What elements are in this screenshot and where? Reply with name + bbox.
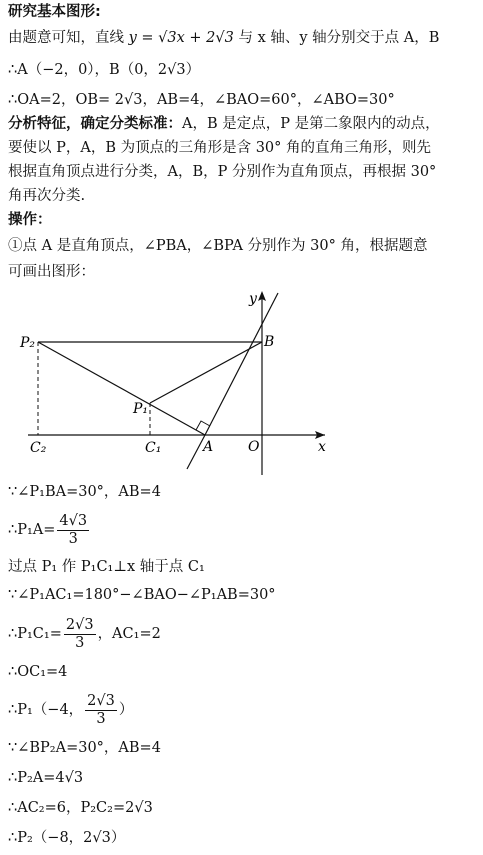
text-line-2: ∴A（−2，0），B（0，2√3） bbox=[8, 62, 201, 78]
step-7-tail: ） bbox=[118, 702, 134, 718]
step-7-text: ∴P₁（−4， bbox=[8, 702, 84, 718]
step-5-tail: ，AC₁=2 bbox=[97, 626, 161, 642]
step-5-den: 3 bbox=[75, 634, 85, 651]
line1-equation: y = √3x + 2√3 bbox=[128, 30, 234, 46]
label-p2: P₂ bbox=[20, 335, 36, 351]
line-p1-b bbox=[150, 342, 262, 403]
step-5 bbox=[8, 616, 161, 652]
step-10: ∴AC₂=6，P₂C₂=2√3 bbox=[8, 800, 153, 816]
analysis-label: 分析特征，确定分类标准： bbox=[8, 116, 182, 132]
label-y: y bbox=[249, 291, 257, 307]
step-7-num: 2√3 bbox=[87, 692, 115, 709]
step-8: ∵∠BP₂A=30°，AB=4 bbox=[8, 740, 161, 756]
analysis-text-1: A，B 是定点，P 是第二象限内的动点， bbox=[182, 116, 440, 132]
geometry-figure bbox=[0, 285, 483, 475]
label-x: x bbox=[318, 439, 326, 455]
step-2-fraction bbox=[57, 513, 89, 548]
step-5-text: ∴P₁C₁= bbox=[8, 626, 62, 642]
label-b: B bbox=[264, 334, 275, 350]
step-9: ∴P₂A=4√3 bbox=[8, 770, 84, 786]
step-6: ∴OC₁=4 bbox=[8, 664, 68, 680]
line1-text: 由题意可知，直线 bbox=[8, 30, 124, 46]
step-3: 过点 P₁ 作 P₁C₁⊥x 轴于点 C₁ bbox=[8, 559, 205, 575]
step-1: ∵∠P₁BA=30°，AB=4 bbox=[8, 484, 161, 500]
step-11: ∴P₂（−8，2√3） bbox=[8, 830, 126, 846]
step-5-fraction bbox=[64, 617, 96, 652]
label-c2: C₂ bbox=[30, 440, 47, 456]
step-7-fraction bbox=[85, 693, 117, 728]
step-5-num: 2√3 bbox=[65, 616, 94, 633]
line-p2-a bbox=[38, 342, 205, 435]
step-2 bbox=[8, 512, 91, 548]
label-p1: P₁ bbox=[133, 401, 149, 417]
step-7 bbox=[8, 692, 133, 728]
operation-label: 操作： bbox=[8, 212, 52, 228]
operation-line-2: 可画出图形： bbox=[8, 264, 95, 280]
analysis-line-2: 要使以 P，A，B 为顶点的三角形是含 30° 角的直角三角形，则先 bbox=[8, 140, 432, 156]
operation-line-1: ①点 A 是直角顶点，∠PBA，∠BPA 分别作为 30° 角，根据题意 bbox=[8, 238, 428, 254]
label-o: O bbox=[248, 439, 260, 455]
step-2-den: 3 bbox=[68, 530, 78, 547]
analysis-line-1 bbox=[8, 114, 440, 134]
section-title: 研究基本图形: bbox=[8, 4, 101, 20]
analysis-line-4: 角再次分类. bbox=[8, 188, 86, 204]
line1-tail: 与 x 轴、y 轴分别交于点 A，B bbox=[238, 30, 440, 46]
text-line-1 bbox=[8, 28, 439, 48]
analysis-line-3: 根据直角顶点进行分类，A，B，P 分别作为直角顶点，再根据 30° bbox=[8, 164, 437, 180]
step-7-den: 3 bbox=[96, 710, 106, 727]
line-ab bbox=[205, 293, 278, 435]
text-line-3: ∴OA=2，OB= 2√3，AB=4，∠BAO=60°，∠ABO=30° bbox=[8, 92, 395, 108]
label-c1: C₁ bbox=[145, 440, 162, 456]
step-2-text: ∴P₁A= bbox=[8, 522, 56, 538]
label-a: A bbox=[203, 439, 214, 455]
step-2-num: 4√3 bbox=[59, 512, 88, 529]
step-4: ∵∠P₁AC₁=180°−∠BAO−∠P₁AB=30° bbox=[8, 587, 276, 603]
